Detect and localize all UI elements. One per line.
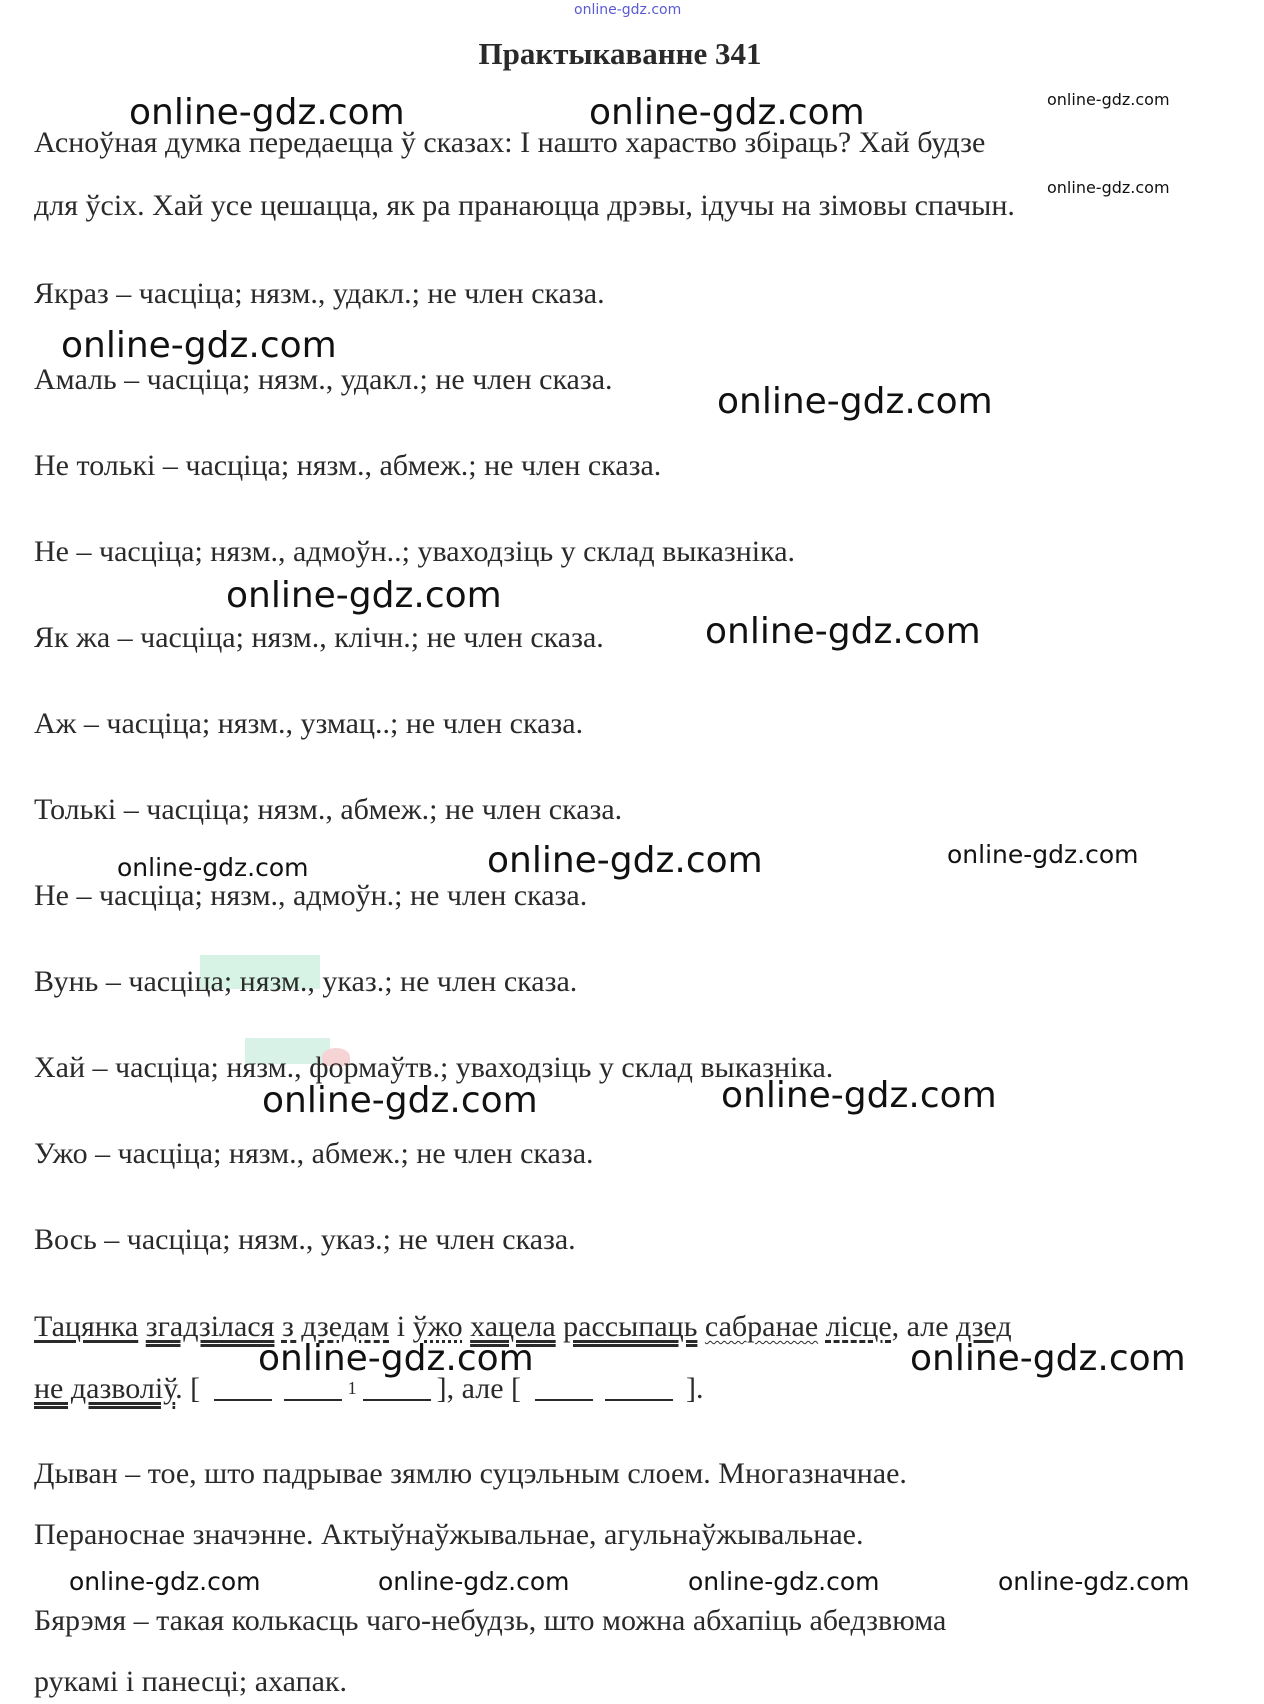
- object-word: лісце: [825, 1310, 892, 1343]
- definition-line: Бярэмя – такая колькасць чаго-небудзь, што можна абхапіць абедзвюма: [34, 1604, 947, 1637]
- watermark: online-gdz.com: [721, 1075, 997, 1116]
- watermark: online-gdz.com: [61, 325, 337, 366]
- predicate-word: не дазволіў: [34, 1372, 176, 1405]
- analysis-line: Толькі – часціца; нязм., абмеж.; не член сказа.: [34, 793, 623, 826]
- analysis-line: Ужо – часціца; нязм., абмеж.; не член сказа.: [34, 1137, 594, 1170]
- watermark: online-gdz.com: [910, 1338, 1186, 1379]
- scheme-bracket: ].: [686, 1372, 704, 1405]
- analysis-line: Якраз – часціца; нязм., удакл.; не член сказа.: [34, 277, 605, 310]
- definition-line: Дыван – тое, што падрывае зямлю суцэльным слоем. Многазначнае.: [34, 1457, 907, 1490]
- watermark: online-gdz.com: [998, 1567, 1190, 1596]
- watermark: online-gdz.com: [226, 575, 502, 616]
- subject-word: Тацянка: [34, 1310, 139, 1343]
- predicate-word: хацела: [470, 1310, 556, 1343]
- analysis-line: Вось – часціца; нязм., указ.; не член сказа.: [34, 1223, 576, 1256]
- subject-word: дзед: [956, 1310, 1012, 1343]
- watermark: online-gdz.com: [589, 92, 865, 133]
- scheme-index: 1: [347, 1378, 357, 1398]
- predicate-word: згадзілася: [145, 1310, 275, 1343]
- watermark: online-gdz.com: [258, 1338, 534, 1379]
- watermark: online-gdz.com: [717, 381, 993, 422]
- paragraph-line: для ўсіх. Хай усе цешацца, як ра пранаюцца дрэвы, ідучы на зімовы спачын.: [34, 189, 1015, 222]
- watermark: online-gdz.com: [1047, 178, 1170, 197]
- analysis-line: Амаль – часціца; нязм., удакл.; не член сказа.: [34, 363, 613, 396]
- watermark-top: online-gdz.com: [574, 2, 682, 18]
- conjunction-word: , але: [891, 1310, 949, 1343]
- definition-line: Пераноснае значэнне. Актыўнаўжывальнае, агульнаўжывальнае.: [34, 1518, 864, 1551]
- watermark: online-gdz.com: [117, 853, 309, 882]
- predicate-word: рассыпаць: [563, 1310, 698, 1343]
- definition-line: рукамі і панесці; ахапак.: [34, 1665, 348, 1698]
- watermark: online-gdz.com: [262, 1080, 538, 1121]
- analysis-line: Аж – часціца; нязм., узмац..; не член сказа.: [34, 707, 584, 740]
- page-title: Практыкаванне 341: [478, 36, 762, 71]
- attribute-word: сабранае: [704, 1310, 819, 1343]
- watermark: online-gdz.com: [378, 1567, 570, 1596]
- scheme-blank: [605, 1375, 673, 1401]
- watermark: online-gdz.com: [947, 840, 1139, 869]
- paragraph-line: Асноўная думка передаецца ў сказах: І нашто хараство збіраць? Хай будзе: [34, 126, 986, 159]
- conjunction-word: і: [396, 1310, 406, 1343]
- object-word: з дзедам: [281, 1310, 390, 1343]
- analysis-line: Вунь – часціца; нязм., указ.; не член сказа.: [34, 965, 578, 998]
- watermark: online-gdz.com: [129, 92, 405, 133]
- watermark: online-gdz.com: [688, 1567, 880, 1596]
- analysis-line: Як жа – часціца; нязм., клічн.; не член сказа.: [34, 621, 604, 654]
- watermark: online-gdz.com: [487, 840, 763, 881]
- analysis-line: Не толькі – часціца; нязм., абмеж.; не член сказа.: [34, 449, 662, 482]
- analysis-line: Хай – часціца; нязм., формаўтв.; уваходзіць у склад выказніка.: [34, 1051, 834, 1084]
- analysis-line: Не – часціца; нязм., адмоўн..; уваходзіць у склад выказніка.: [34, 535, 796, 568]
- watermark: online-gdz.com: [69, 1567, 261, 1596]
- watermark: online-gdz.com: [1047, 90, 1170, 109]
- watermark: online-gdz.com: [705, 611, 981, 652]
- adverbial-word: ўжо: [412, 1310, 463, 1343]
- scheme-bracket: ], але [: [436, 1372, 522, 1405]
- analysis-line: Не – часціца; нязм., адмоўн.; не член сказа.: [34, 879, 588, 912]
- scheme-blank: [535, 1375, 593, 1401]
- scheme-bracket: . [: [175, 1372, 201, 1405]
